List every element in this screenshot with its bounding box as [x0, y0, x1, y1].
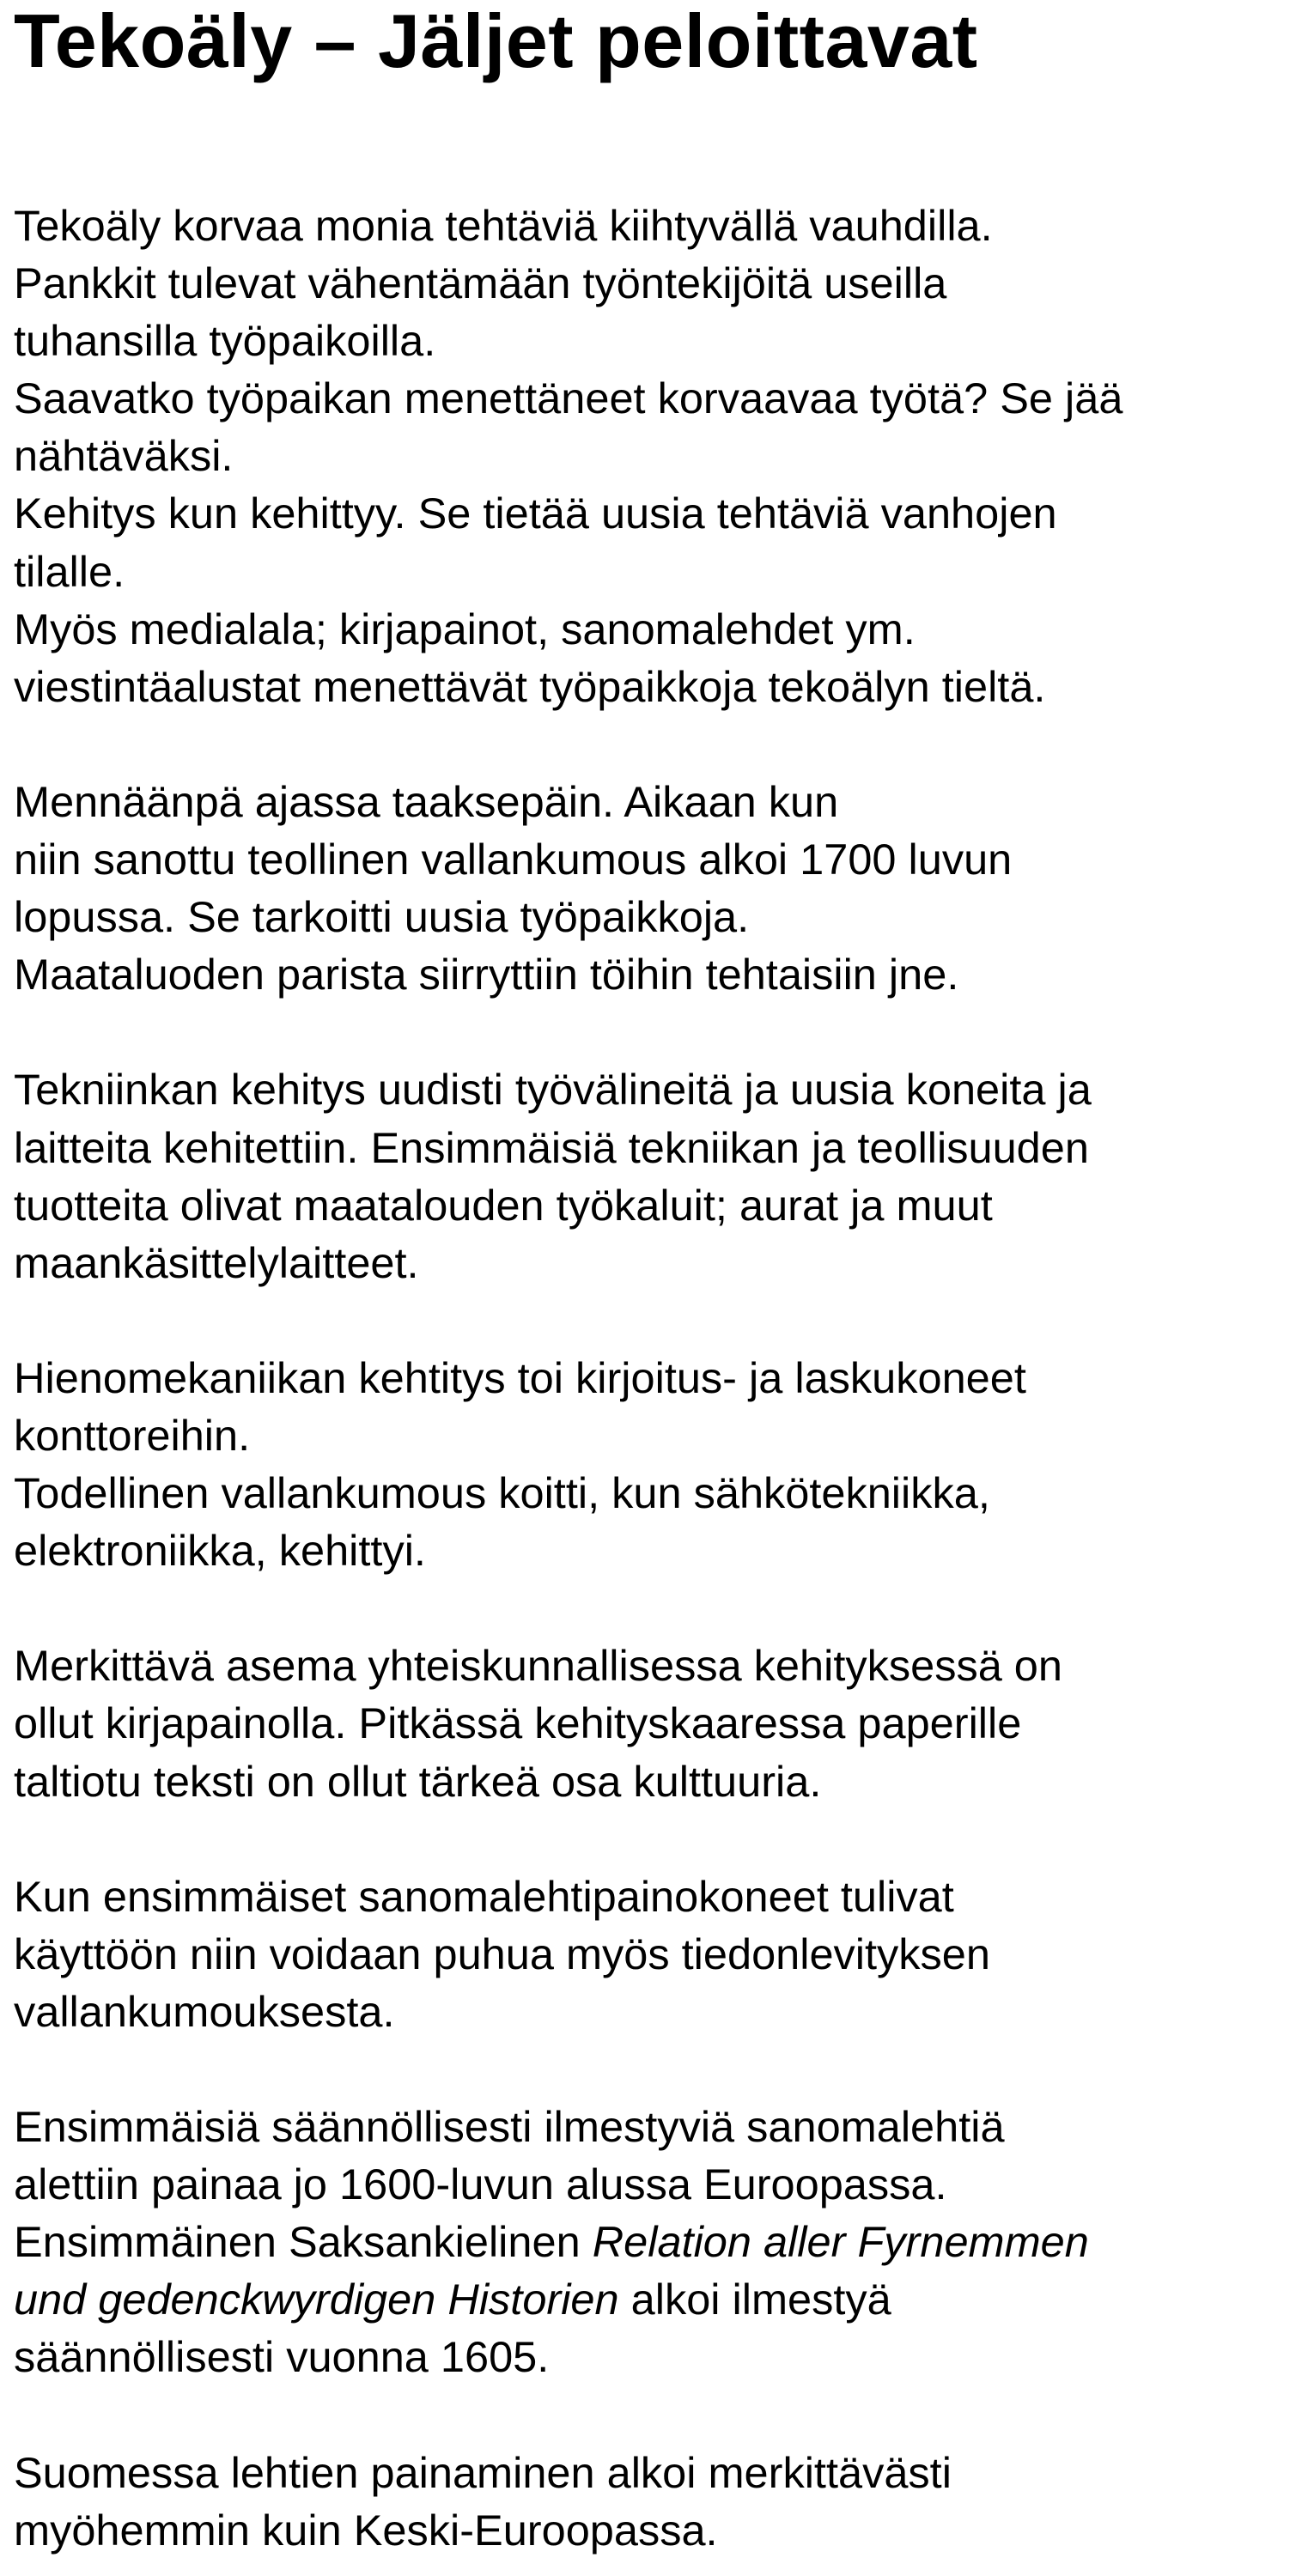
- paragraph-gap: [14, 1003, 1302, 1060]
- text-line: säännöllisesti vuonna 1605.: [14, 2332, 550, 2382]
- page-title: Tekoäly – Jäljet peloittavat: [14, 0, 978, 83]
- paragraph-gap: [14, 1291, 1302, 1349]
- paragraph-finland: [14, 2444, 1302, 2559]
- text-line: tuotteita olivat maatalouden työkaluit; aurat ja muut: [14, 1180, 993, 1230]
- text-line: lopussa. Se tarkoitti uusia työpaikkoja.: [14, 892, 750, 942]
- text-line: Kun ensimmäiset sanomalehtipainokoneet tulivat: [14, 1871, 954, 1921]
- text-segment: Ensimmäinen Saksankielinen: [14, 2217, 593, 2267]
- text-line: [14, 2270, 1302, 2328]
- text-line: nähtäväksi.: [14, 431, 234, 481]
- text-line: Pankkit tulevat vähentämään työntekijöitä useilla: [14, 258, 947, 308]
- text-line: Todellinen vallankumous koitti, kun sähkötekniikka,: [14, 1468, 990, 1518]
- newspaper-title-part: Relation aller Fyrnemmen: [592, 2217, 1089, 2267]
- text-line: Merkittävä asema yhteiskunnallisessa kehityksessä on: [14, 1641, 1062, 1691]
- article-body: [14, 197, 1302, 2559]
- paragraph-first-newspapers: [14, 2098, 1302, 2385]
- text-line: Tekoäly korvaa monia tehtäviä kiihtyvällä vauhdilla.: [14, 201, 993, 250]
- paragraph-gap: [14, 715, 1302, 773]
- text-line: Saavatko työpaikan menettäneet korvaavaa työtä? Se jää: [14, 374, 1123, 423]
- document-page: [14, 0, 1302, 2555]
- text-line: Tekniinkan kehitys uudisti työvälineitä ja uusia koneita ja: [14, 1065, 1092, 1115]
- text-line: Myös medialala; kirjapainot, sanomalehdet ym.: [14, 604, 916, 653]
- text-line: taltiotu teksti on ollut tärkeä osa kulttuuria.: [14, 1756, 822, 1806]
- paragraph-gap: [14, 1579, 1302, 1637]
- paragraph-industrial-revolution: [14, 773, 1302, 1003]
- text-line: viestintäalustat menettävät työpaikkoja tekoälyn tieltä.: [14, 661, 1046, 711]
- paragraph-technology: [14, 1060, 1302, 1291]
- paragraph-precision-mechanics: [14, 1349, 1302, 1579]
- text-line: tilalle.: [14, 546, 125, 596]
- text-line: myöhemmin kuin Keski-Euroopassa.: [14, 2505, 718, 2555]
- text-line: elektroniikka, kehittyi.: [14, 1526, 426, 1576]
- text-line: [14, 2213, 1302, 2270]
- text-segment: alkoi ilmestyä: [618, 2275, 891, 2324]
- text-line: alettiin painaa jo 1600-luvun alussa Euroopassa.: [14, 2160, 947, 2209]
- text-line: Kehitys kun kehittyy. Se tietää uusia tehtäviä vanhojen: [14, 489, 1057, 538]
- text-line: niin sanottu teollinen vallankumous alkoi 1700 luvun: [14, 835, 1013, 884]
- text-line: vallankumouksesta.: [14, 1986, 395, 2036]
- text-line: Maataluoden parista siirryttiin töihin tehtaisiin jne.: [14, 950, 959, 999]
- text-line: Mennäänpä ajassa taaksepäin. Aikaan kun: [14, 776, 839, 826]
- paragraph-printing-house: [14, 1637, 1302, 1809]
- text-line: Suomessa lehtien painaminen alkoi merkittävästi: [14, 2447, 952, 2497]
- text-line: käyttöön niin voidaan puhua myös tiedonlevityksen: [14, 1929, 990, 1978]
- paragraph-gap: [14, 2386, 1302, 2444]
- text-line: Hienomekaniikan kehtitys toi kirjoitus- ja laskukoneet: [14, 1352, 1026, 1402]
- text-line: tuhansilla työpaikoilla.: [14, 316, 436, 366]
- paragraph-gap: [14, 2040, 1302, 2098]
- text-line: Ensimmäisiä säännöllisesti ilmestyviä sanomalehtiä: [14, 2102, 1005, 2152]
- text-line: laitteita kehitettiin. Ensimmäisiä tekniikan ja teollisuuden: [14, 1122, 1089, 1172]
- text-line: konttoreihin.: [14, 1410, 251, 1460]
- text-line: ollut kirjapainolla. Pitkässä kehityskaaressa paperille: [14, 1698, 1022, 1748]
- paragraph-gap: [14, 1810, 1302, 1868]
- paragraph-newspaper-presses: [14, 1868, 1302, 2040]
- newspaper-title-part: und gedenckwyrdigen Historien: [14, 2275, 619, 2324]
- text-line: maankäsittelylaitteet.: [14, 1237, 419, 1287]
- paragraph-ai-jobs: [14, 197, 1302, 715]
